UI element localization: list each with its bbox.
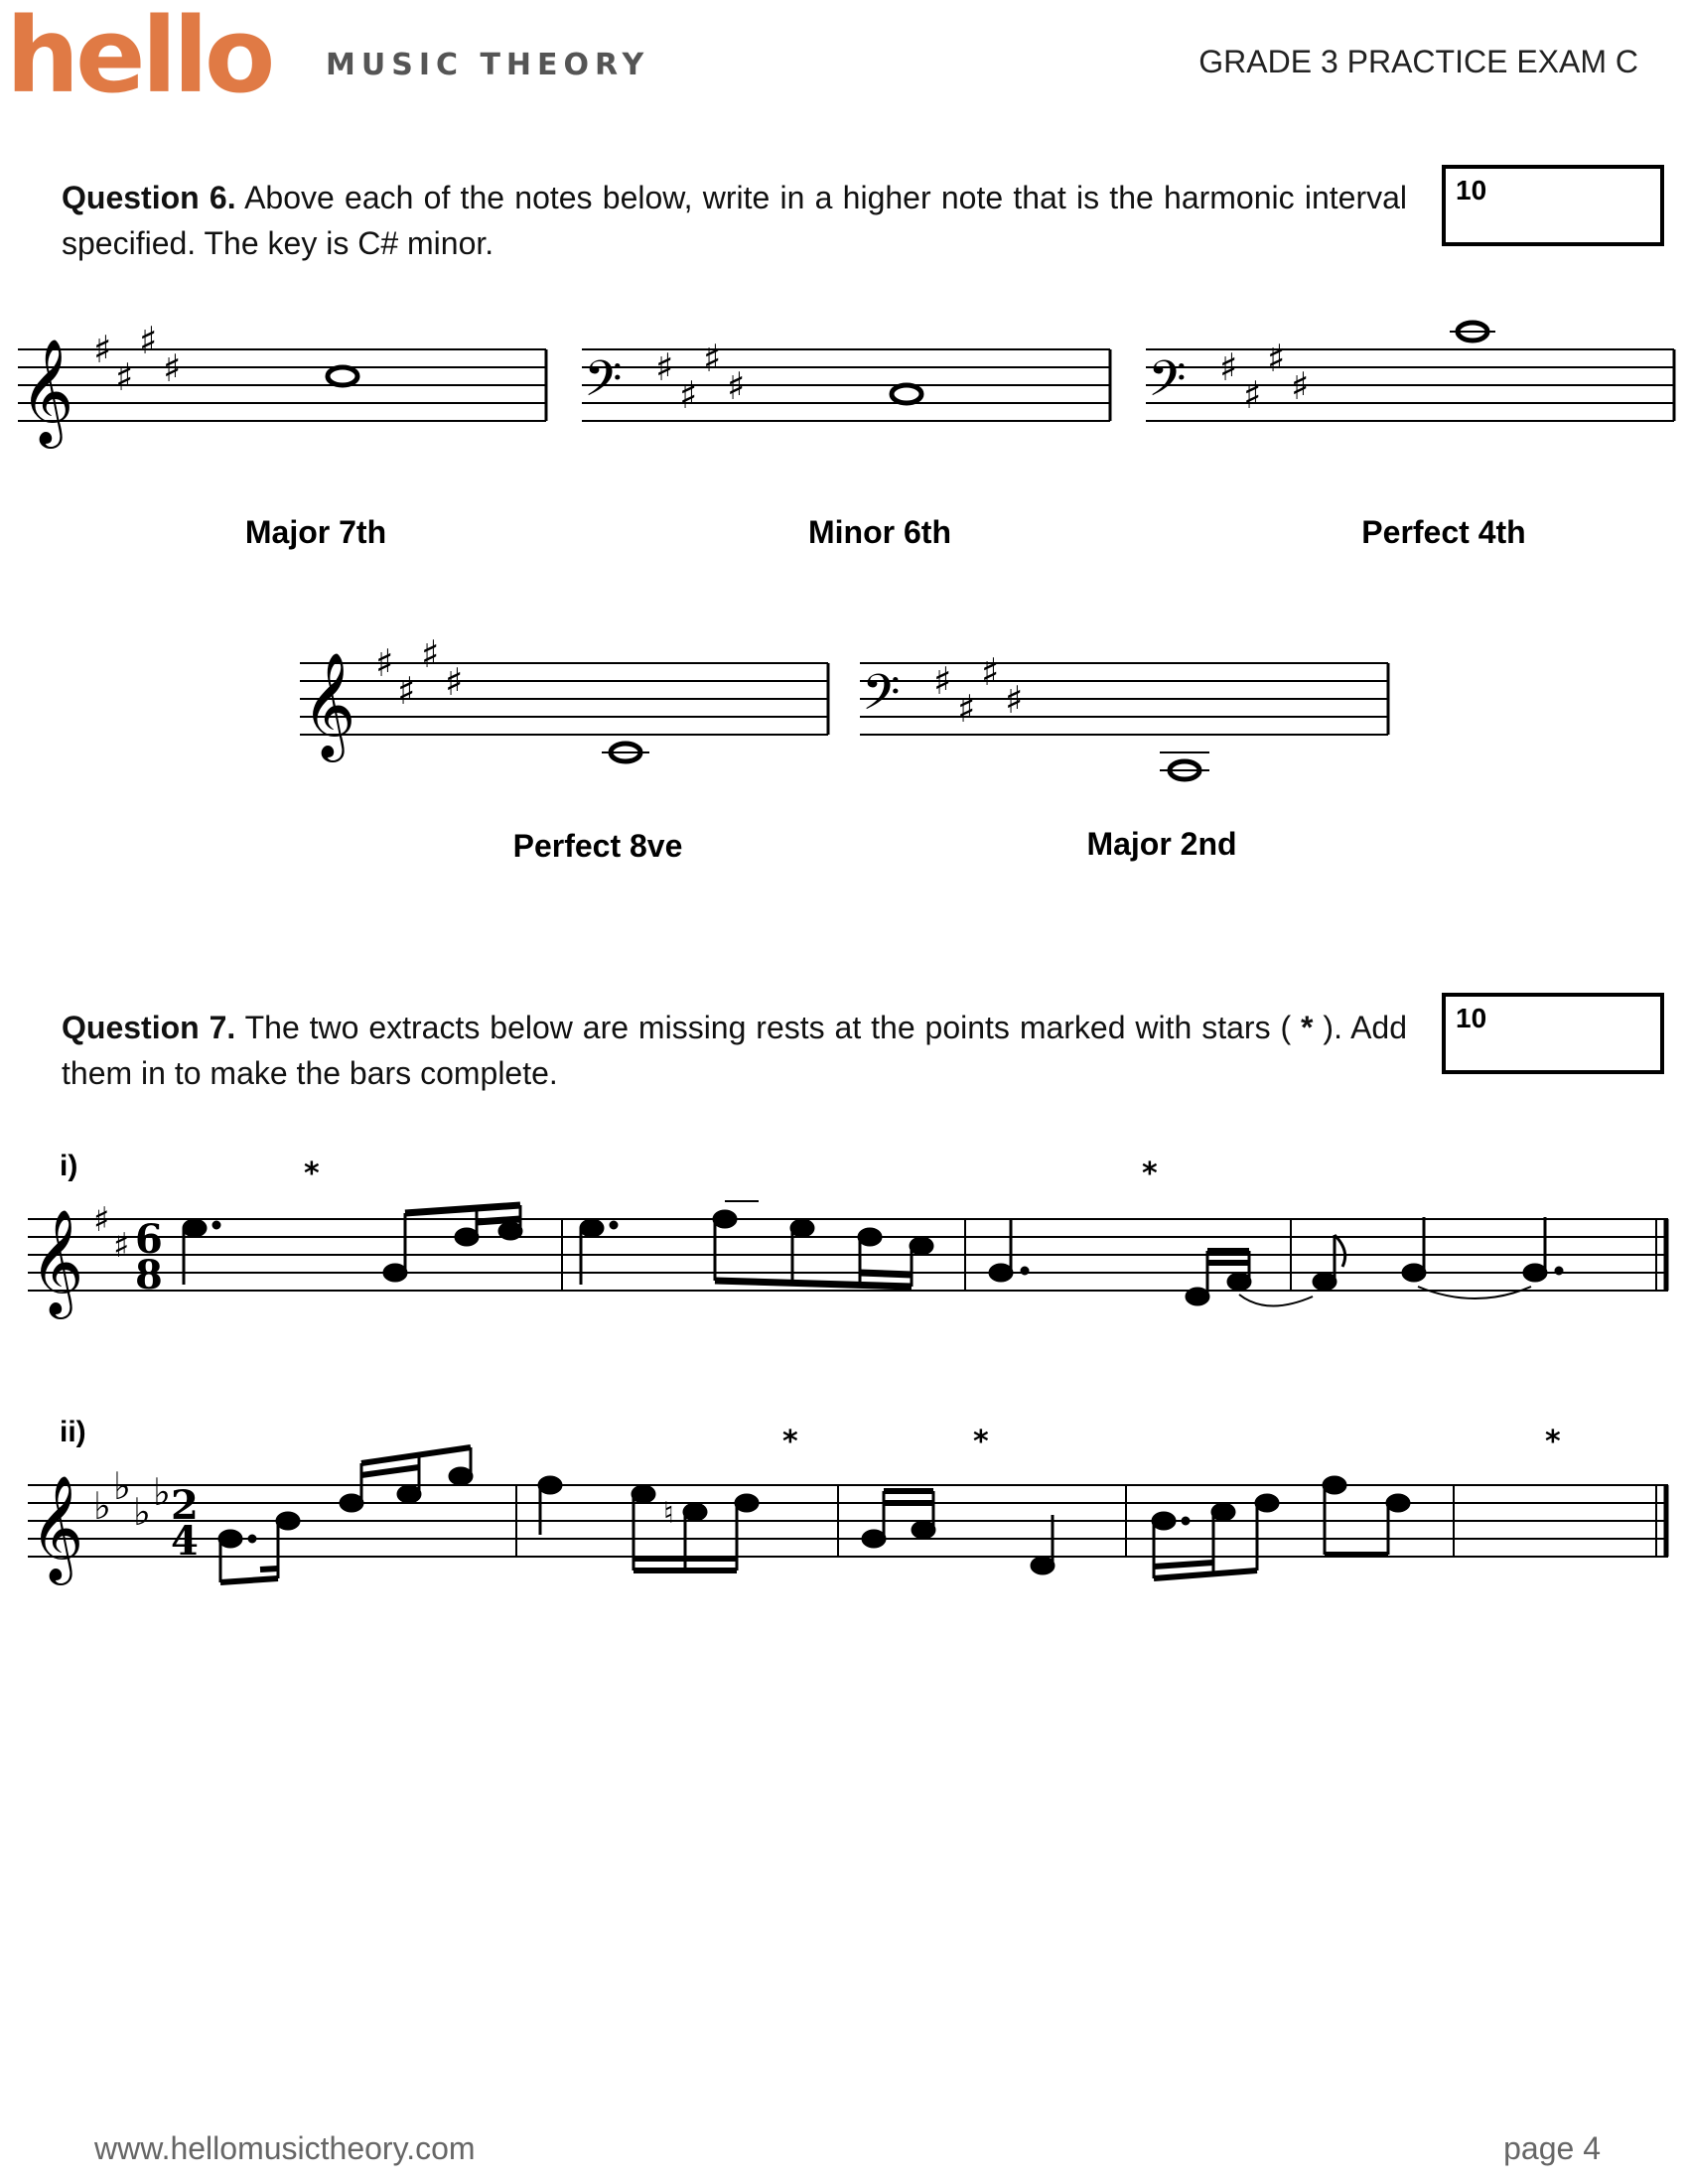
key-signature-2-sharps (93, 1200, 129, 1266)
bass-clef-icon: 𝄢 (584, 350, 623, 420)
time-sig-top: 2 (171, 1482, 199, 1529)
question-7-label: Question 7. (62, 1010, 236, 1045)
bass-clef-icon: 𝄢 (1148, 350, 1187, 420)
exam-title: GRADE 3 PRACTICE EXAM C (1198, 44, 1638, 79)
interval-label-4: Perfect 8ve (512, 828, 683, 864)
svg-text:♯: ♯ (727, 364, 746, 408)
star-symbol: * (1301, 1010, 1314, 1045)
svg-text:♯: ♯ (1005, 678, 1024, 722)
question-7-marks: 10 (1456, 1003, 1487, 1033)
natural-sign: ♮ (663, 1496, 674, 1531)
star-marker: * (973, 1425, 989, 1459)
interval-label-3: Perfect 4th (1361, 514, 1526, 550)
svg-text:♯: ♯ (397, 669, 416, 713)
svg-text:♯: ♯ (445, 660, 464, 704)
svg-text:♯: ♯ (421, 632, 440, 676)
svg-text:♯: ♯ (113, 1226, 130, 1266)
treble-clef-icon: 𝄞 (30, 1208, 84, 1314)
interval-label-5: Major 2nd (1086, 826, 1237, 862)
svg-text:♯: ♯ (1243, 373, 1262, 417)
question-6-instruction: Above each of the notes below, write in a higher note that is the harmonic interval specified. The key is C# minor. (62, 180, 1408, 261)
svg-text:♭: ♭ (93, 1484, 111, 1528)
svg-text:♭: ♭ (153, 1470, 171, 1514)
staff-extract-1 (28, 1219, 1668, 1291)
missing-rest-stars-1 (304, 1157, 1158, 1191)
question-6-marks: 10 (1456, 175, 1487, 205)
staff-extract-2 (28, 1485, 1668, 1557)
svg-text:♯: ♯ (703, 337, 722, 380)
svg-text:♯: ♯ (957, 687, 976, 731)
time-signature-2-4 (171, 1482, 199, 1565)
logo-subtitle: MUSIC THEORY (326, 48, 650, 82)
treble-clef-icon: 𝄞 (30, 1474, 84, 1580)
svg-text:♯: ♯ (1267, 337, 1286, 380)
extract-2-label: ii) (60, 1416, 86, 1448)
question-6-label: Question 6. (62, 180, 236, 215)
svg-text:♯: ♯ (655, 345, 674, 389)
svg-text:♯: ♯ (1291, 364, 1310, 408)
key-signature-4-flats (93, 1464, 171, 1534)
key-signature-4-sharps (93, 319, 181, 399)
time-sig-bottom: 4 (171, 1518, 199, 1565)
svg-text:♯: ♯ (93, 328, 112, 371)
svg-text:♯: ♯ (139, 319, 158, 362)
svg-text:♯: ♯ (1219, 345, 1238, 389)
svg-text:♯: ♯ (115, 355, 134, 399)
logo-word: hello (6, 0, 272, 116)
whole-note (892, 385, 921, 403)
bass-clef-icon: 𝄢 (862, 664, 901, 734)
extract-2-notes (219, 1447, 1409, 1582)
svg-text:♯: ♯ (375, 641, 394, 685)
svg-text:♯: ♯ (93, 1200, 110, 1240)
star-marker: * (304, 1157, 320, 1191)
interval-label-2: Minor 6th (808, 514, 951, 550)
svg-text:♭: ♭ (113, 1464, 131, 1508)
svg-text:♯: ♯ (981, 650, 1000, 694)
svg-text:♯: ♯ (933, 659, 952, 703)
svg-text:♭: ♭ (133, 1490, 151, 1534)
treble-clef-icon: 𝄞 (20, 338, 74, 444)
treble-clef-icon: 𝄞 (302, 651, 356, 757)
interval-label-1: Major 7th (244, 514, 387, 550)
question-7-instruction-b: ). Add them in to make the bars complete. (62, 1010, 1408, 1091)
time-signature-6-8 (135, 1216, 163, 1298)
time-sig-top: 6 (135, 1216, 163, 1263)
star-marker: * (1142, 1157, 1158, 1191)
star-marker: * (1545, 1425, 1561, 1459)
key-signature-4-sharps (375, 632, 463, 713)
whole-note (328, 367, 357, 385)
time-sig-bottom: 8 (135, 1252, 163, 1298)
footer-url[interactable]: www.hellomusictheory.com (94, 2130, 476, 2166)
svg-text:♯: ♯ (679, 373, 698, 417)
question-7-instruction-a: The two extracts below are missing rests at the points marked with stars ( (244, 1010, 1292, 1045)
svg-text:♯: ♯ (163, 346, 182, 390)
missing-rest-stars-2 (782, 1425, 1561, 1459)
star-marker: * (782, 1425, 798, 1459)
extract-1-label: i) (60, 1150, 78, 1182)
page-number: page 4 (1503, 2130, 1601, 2166)
